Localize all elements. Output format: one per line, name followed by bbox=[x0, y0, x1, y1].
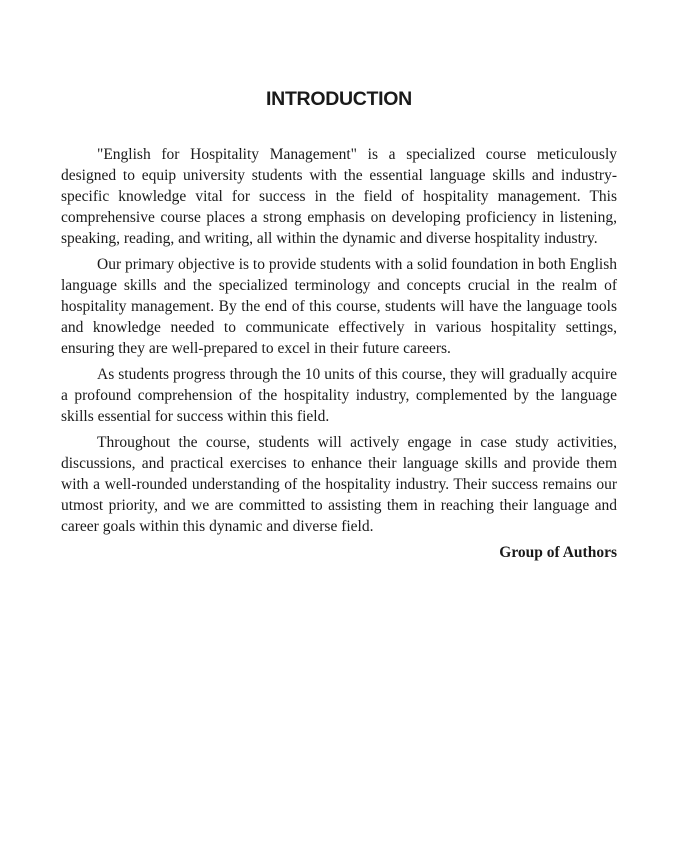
page-title: INTRODUCTION bbox=[266, 88, 412, 110]
intro-paragraph-3: As students progress through the 10 units of this course, they will gradually acquire a profound comprehension of the hospitality industry, complemented by the language skills essential for success within this field. bbox=[61, 366, 617, 425]
intro-paragraph-1: "English for Hospitality Management" is a specialized course meticulously designed to equip university students with the essential language skills and industry-specific knowledge vital for success in the field of hospitality management. This comprehensive course places a strong emphasis on developing proficiency in listening, speaking, reading, and writing, all within the dynamic and diverse hospitality industry. bbox=[61, 146, 617, 247]
intro-paragraph-2: Our primary objective is to provide students with a solid foundation in both English language skills and the specialized terminology and concepts crucial in the realm of hospitality management. By the end of this course, students will have the language tools and knowledge needed to communicate effectively in various hospitality settings, ensuring they are well-prepared to excel in their future careers. bbox=[61, 256, 617, 357]
intro-paragraph-4: Throughout the course, students will actively engage in case study activities, discussions, and practical exercises to enhance their language skills and provide them with a well-rounded understanding of the hospitality industry. Their success remains our utmost priority, and we are committed to assisting them in reaching their language and career goals within this dynamic and diverse field. bbox=[61, 434, 617, 535]
signature-group-of-authors: Group of Authors bbox=[499, 544, 617, 561]
